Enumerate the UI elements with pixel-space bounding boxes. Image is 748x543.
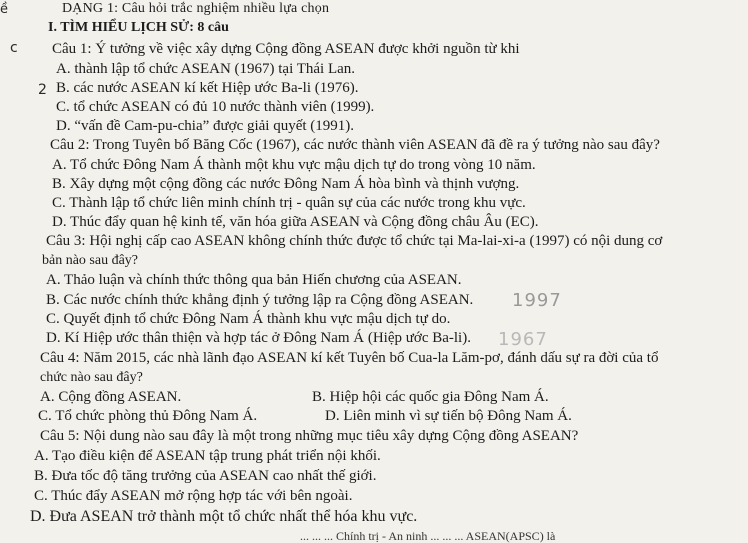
question-2-option-c: C. Thành lập tổ chức liên minh chính trị - quân sự của các nước trong khu vực.: [52, 195, 526, 211]
question-3-option-c: C. Quyết định tổ chức Đông Nam Á thành khu vực mậu dịch tự do.: [46, 311, 451, 327]
question-3-option-d: D. Kí Hiệp ước thân thiện và hợp tác ở Đông Nam Á (Hiệp ước Ba-li).: [46, 330, 471, 346]
question-5-option-b: B. Đưa tốc độ tăng trưởng của ASEAN cao nhất thế giới.: [34, 468, 377, 484]
question-1-option-b: B. các nước ASEAN kí kết Hiệp ước Ba-li (1976).: [56, 80, 359, 96]
question-4-stem-line-2: chức nào sau đây?: [40, 370, 143, 385]
question-5-option-c: C. Thúc đẩy ASEAN mở rộng hợp tác với bên ngoài.: [34, 488, 353, 504]
margin-mark-1: ề: [0, 2, 8, 17]
question-4-option-d: D. Liên minh vì sự tiến bộ Đông Nam Á.: [325, 408, 572, 424]
handwritten-note-1967: 1967: [498, 329, 548, 350]
question-1-option-c: C. tổ chức ASEAN có đủ 10 nước thành viên (1999).: [56, 99, 375, 115]
question-1-stem: Câu 1: Ý tưởng về việc xây dựng Cộng đồng ASEAN được khởi nguồn từ khi: [52, 41, 520, 57]
question-4-option-c: C. Tổ chức phòng thủ Đông Nam Á.: [38, 408, 258, 424]
question-5-stem: Câu 5: Nội dung nào sau đây là một trong những mục tiêu xây dựng Cộng đồng ASEAN?: [40, 428, 579, 444]
question-2-stem: Câu 2: Trong Tuyên bố Băng Cốc (1967), các nước thành viên ASEAN đã đề ra ý tưởng nào sau đây?: [50, 137, 660, 153]
question-3-option-b: B. Các nước chính thức khẳng định ý tưởng lập ra Cộng đồng ASEAN.: [46, 292, 474, 308]
question-1-option-a: A. thành lập tổ chức ASEAN (1967) tại Thái Lan.: [56, 61, 356, 77]
question-5-option-a: A. Tạo điều kiện để ASEAN tập trung phát triển nội khối.: [34, 448, 381, 464]
question-4-stem-line-1: Câu 4: Năm 2015, các nhà lãnh đạo ASEAN kí kết Tuyên bố Cua-la Lăm-pơ, đánh dấu sự ra đời của tổ: [40, 350, 659, 366]
question-3-stem-line-1: Câu 3: Hội nghị cấp cao ASEAN không chính thức được tổ chức tại Ma-lai-xi-a (1997) có nội dung cơ: [46, 233, 663, 249]
handwritten-note-1997: 1997: [512, 290, 562, 311]
question-3-stem-line-2: bản nào sau đây?: [42, 253, 139, 268]
question-4-option-b: B. Hiệp hội các quốc gia Đông Nam Á.: [312, 389, 549, 405]
question-1-option-d: D. “vấn đề Cam-pu-chia” được giải quyết (1991).: [56, 118, 355, 134]
section-subheading: I. TÌM HIỂU LỊCH SỬ: 8 câu: [48, 20, 229, 35]
question-2-option-b: B. Xây dựng một cộng đồng các nước Đông Nam Á hòa bình và thịnh vượng.: [52, 176, 520, 192]
cut-off-text: ... ... ... Chính trị - An ninh ... ... ... ASEAN(APSC) là: [300, 529, 556, 543]
section-heading: DẠNG 1: Câu hỏi trắc nghiệm nhiều lựa chọn: [62, 1, 330, 16]
margin-mark-2: c: [10, 40, 18, 56]
question-4-option-a: A. Cộng đồng ASEAN.: [40, 389, 182, 405]
margin-mark-3: 2: [38, 82, 47, 98]
question-5-option-d: D. Đưa ASEAN trở thành một tổ chức nhất thể hóa khu vực.: [30, 508, 418, 525]
question-3-option-a: A. Thảo luận và chính thức thông qua bản Hiến chương của ASEAN.: [46, 272, 462, 288]
question-2-option-a: A. Tổ chức Đông Nam Á thành một khu vực mậu dịch tự do trong vòng 10 năm.: [52, 157, 536, 173]
question-2-option-d: D. Thúc đẩy quan hệ kinh tế, văn hóa giữa ASEAN và Cộng đồng châu Âu (EC).: [52, 214, 539, 230]
